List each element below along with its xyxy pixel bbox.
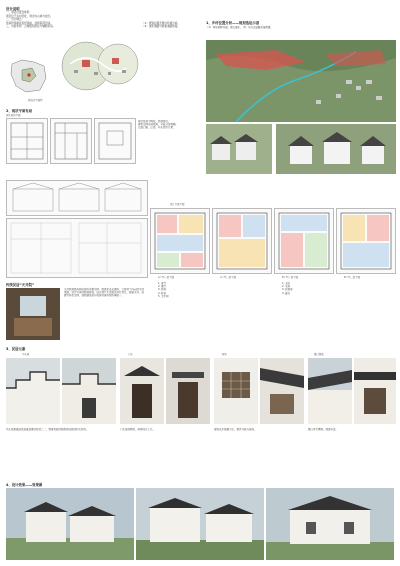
- layout-caption: 现状民居平面: [6, 114, 21, 117]
- intro-line: 一、项目位置及地形：: [6, 11, 32, 15]
- element-label: 檐口细部: [314, 353, 324, 356]
- door-photo-1: [120, 358, 164, 424]
- element-label: 门头: [128, 353, 133, 356]
- plans-caption: 设计方案平面: [170, 203, 185, 206]
- existing-plan-grid: [6, 218, 148, 278]
- plan-b-upper: [336, 208, 396, 274]
- plan-a-note: 5. 卫生间: [158, 294, 169, 298]
- plan-b-notes: [282, 282, 342, 295]
- render-1: [6, 488, 134, 560]
- village-photo-1: [206, 124, 272, 174]
- layout-note: 现状民居为两层，院落围合。: [138, 120, 171, 123]
- door-photo-2: [166, 358, 210, 424]
- plan-a-note: 3. 厨房: [158, 288, 167, 292]
- existing-plan-1: [6, 118, 48, 164]
- gable-text: 马头墙是徽派民居最显著的特征之一，错落有致的轮廓形成独特的天际线。: [6, 428, 89, 431]
- gable-wall-photo-2: [62, 358, 116, 424]
- plan-b-note: 4. 露台: [282, 291, 291, 295]
- plan-a-ground-label: A户型一层平面: [158, 276, 174, 279]
- plan-a-note: 2. 餐厅: [158, 285, 167, 289]
- eave-text: 檐口青瓦叠砌，细部丰富。: [308, 428, 339, 431]
- element-text-gable: [6, 428, 116, 431]
- village-photo-2: [276, 124, 396, 174]
- plan-a-upper-label: A户型二层平面: [220, 276, 236, 279]
- site-note-line: （2）现状道路与新建道路衔接。: [142, 25, 180, 29]
- window-photo-2: [260, 358, 304, 424]
- courtyard-title: 传统民居“天井院”: [6, 283, 35, 287]
- door-text: 门头装饰精美，体现地方工艺。: [120, 428, 156, 431]
- layout-note: 立面门窗、山墙、马头墙等元素。: [138, 126, 176, 130]
- courtyard-text: 天井院落是传统民居的重要空间，既满足采光通风，又营造了内向的生活氛围。设计中延续院落格局，结合现代生活需求进行优化，保留天井、连廊等特色空间，使新建民居与传统村落风貌协调统一。: [64, 288, 145, 298]
- site-circle-plan: [56, 34, 140, 96]
- eave-photo-2: [354, 358, 396, 424]
- element-label: 马头墙: [22, 353, 30, 356]
- plan-a-ground: [150, 208, 210, 274]
- render-2: [136, 488, 264, 560]
- plan-b-note: 1. 主卧: [282, 282, 291, 285]
- site-note-line: （1）规划总图及周边环境分析。: [142, 22, 180, 25]
- courtyard-photo: [6, 288, 60, 340]
- plan-a-note: 4. 卧室: [158, 291, 167, 295]
- existing-plan-2: [50, 118, 92, 164]
- layout-note: 建筑空间布局紧凑，功能分区明确。: [138, 123, 179, 127]
- plan-b-ground: [274, 208, 334, 274]
- intro-line: 二、设计理念：: [6, 18, 25, 22]
- intro-line: 项目位于乡村旧址，周边为山林与农田。: [6, 14, 53, 18]
- window-text: 窗饰以木格栅为主，兼具功能与装饰。: [214, 428, 257, 431]
- intro-line: 三、功能布局：合理组织居住与辅助用房。: [6, 25, 56, 29]
- element-text-window: [214, 428, 304, 431]
- existing-elevations: [6, 180, 148, 216]
- element-label: 窗饰: [222, 353, 227, 356]
- layout-notes: [138, 120, 200, 130]
- eave-photo-1: [308, 358, 352, 424]
- plan-a-upper: [212, 208, 272, 274]
- render-3: [266, 488, 394, 560]
- plan-a-note: 1. 客厅: [158, 282, 167, 285]
- aerial-photo: [206, 40, 396, 122]
- site-notes: [142, 22, 198, 29]
- window-photo-1: [214, 358, 258, 424]
- location-map: [8, 56, 50, 96]
- layout-title: 2、现状平面布局: [6, 109, 33, 113]
- render-title: 4、设计效果——效果图: [6, 483, 43, 487]
- element-text-eave: [308, 428, 396, 431]
- plan-b-note: 3. 起居室: [282, 288, 293, 292]
- site-plan-caption: 规划总平面图: [28, 99, 43, 102]
- plan-b-ground-label: B户型一层平面: [282, 276, 298, 279]
- plan-b-upper-label: B户型二层平面: [344, 276, 360, 279]
- plan-a-notes: [158, 282, 218, 298]
- intro-title: 设计说明: [6, 7, 20, 11]
- existing-plan-3: [94, 118, 136, 164]
- intro-line: 传承传统徽派民居风格，延续院落空间。: [6, 21, 53, 25]
- gable-wall-photo-1: [6, 358, 60, 424]
- elements-title: 3、民居元素: [6, 347, 26, 351]
- intro-text-block: [6, 8, 68, 28]
- plan-b-note: 2. 书房: [282, 285, 291, 289]
- site-map-title: 1、乡村位置分析——规划选址示意: [206, 21, 260, 25]
- site-map-note: （1）场地视野开阔，背山面水。（2）与村庄道路衔接便捷。: [206, 26, 273, 29]
- element-text-door: [120, 428, 210, 431]
